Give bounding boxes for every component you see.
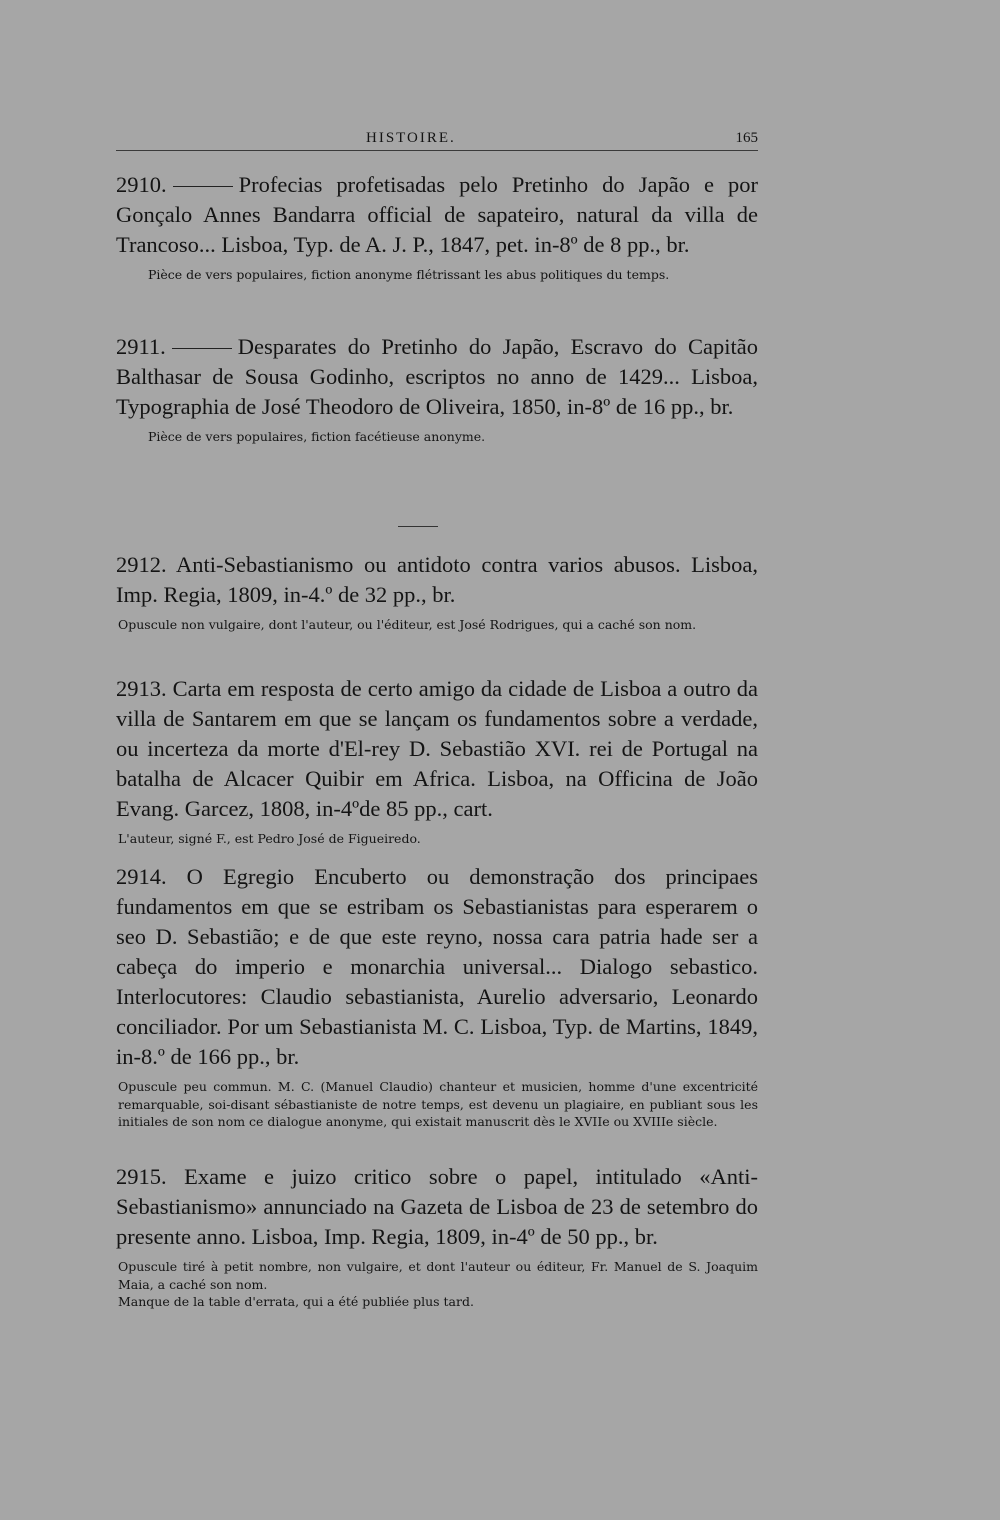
entry-note: Opuscule non vulgaire, dont l'auteur, ou l'éditeur, est José Rodrigues, qui a caché son nom.: [118, 617, 697, 632]
ditto-dash: [172, 348, 232, 349]
entry-text: Exame e juizo critico sobre o papel, intitulado «Anti-Sebastianismo» annunciado na Gazeta de Lisboa de 23 de setembro do presente anno. Lisboa, Imp. Regia, 1809, in-4º de 50 pp., br.: [116, 1164, 758, 1249]
entry-note-2: Manque de la table d'errata, qui a été publiée plus tard.: [118, 1294, 474, 1309]
entry-2912: [116, 550, 758, 634]
entry-2915: [116, 1162, 758, 1311]
entry-note: L'auteur, signé F., est Pedro José de Figueiredo.: [118, 831, 421, 846]
entry-number: 2912.: [116, 552, 167, 577]
entry-number: 2914.: [116, 864, 167, 889]
entry-number: 2913.: [116, 676, 167, 701]
entry-text: Desparates do Pretinho do Japão, Escravo do Capitão Balthasar de Sousa Godinho, escriptos no anno de 1429... Lisboa, Typographia de José Theodoro de Oliveira, 1850, in-8º de 16 pp., br.: [116, 334, 758, 419]
entry-2914: [116, 862, 758, 1131]
entry-text: Anti-Sebastianismo ou antidoto contra varios abusos. Lisboa, Imp. Regia, 1809, in-4.º de 32 pp., br.: [116, 552, 758, 607]
entry-number: 2911.: [116, 334, 166, 359]
entry-body: [116, 674, 758, 824]
entry-body: [116, 170, 758, 260]
entry-number: 2915.: [116, 1164, 167, 1189]
page-number: 165: [735, 130, 758, 146]
ditto-dash: [173, 186, 233, 187]
entry-body: [116, 332, 758, 422]
entry-body: [116, 550, 758, 610]
entry-note: Pièce de vers populaires, fiction facétieuse anonyme.: [148, 429, 486, 444]
entry-2910: [116, 170, 758, 284]
section-title: HISTOIRE.: [366, 130, 456, 146]
entry-number: 2910.: [116, 172, 167, 197]
entry-text: Carta em resposta de certo amigo da cidade de Lisboa a outro da villa de Santarem em que se lançam os fundamentos sobre a verdade, ou incerteza da morte d'El-rey D. Sebastião XVI. rei de Portugal na batalha de Alcacer Quibir em Africa. Lisboa, na Officina de João Evang. Garcez, 1808, in-4ºde 85 pp., cart.: [116, 676, 759, 821]
entry-text: Profecias profetisadas pelo Pretinho do Japão e por Gonçalo Annes Bandarra official de sapateiro, natural da villa de Trancoso... Lisboa, Typ. de A. J. P., 1847, pet. in-8º de 8 pp., br.: [116, 172, 758, 257]
entry-note: Opuscule tiré à petit nombre, non vulgaire, et dont l'auteur ou éditeur, Fr. Manuel de S. Joaquim Maia, a caché son nom.: [118, 1259, 758, 1292]
entry-2911: [116, 332, 758, 446]
section-separator: [398, 526, 438, 527]
entry-text: O Egregio Encuberto ou demonstração dos principaes fundamentos em que se estribam os Sebastianistas para esperarem o seo D. Sebastião; e de que este reyno, nossa cara patria hade ser a cabeça do imperio e monarchia universal... Dialogo sebastico. Interlocutores: Claudio sebastianista, Aurelio adversario, Leonardo conciliador. Por um Sebastianista M. C. Lisboa, Typ. de Martins, 1849, in-8.º de 166 pp., br.: [116, 864, 758, 1069]
entry-note: Pièce de vers populaires, fiction anonyme flétrissant les abus politiques du temps.: [148, 267, 670, 282]
running-head: [116, 128, 758, 150]
entry-body: [116, 1162, 758, 1252]
header-rule: [116, 150, 758, 151]
entry-body: [116, 862, 758, 1072]
entry-2913: [116, 674, 758, 848]
entry-note: Opuscule peu commun. M. C. (Manuel Claudio) chanteur et musicien, homme d'une excentricité remarquable, soi-disant sébastianiste de notre temps, est devenu un plagiaire, en publiant sous les initiales de son nom ce dialogue anonyme, qui existait manuscrit dès le XVIIe ou XVIIIe siècle.: [118, 1079, 758, 1129]
